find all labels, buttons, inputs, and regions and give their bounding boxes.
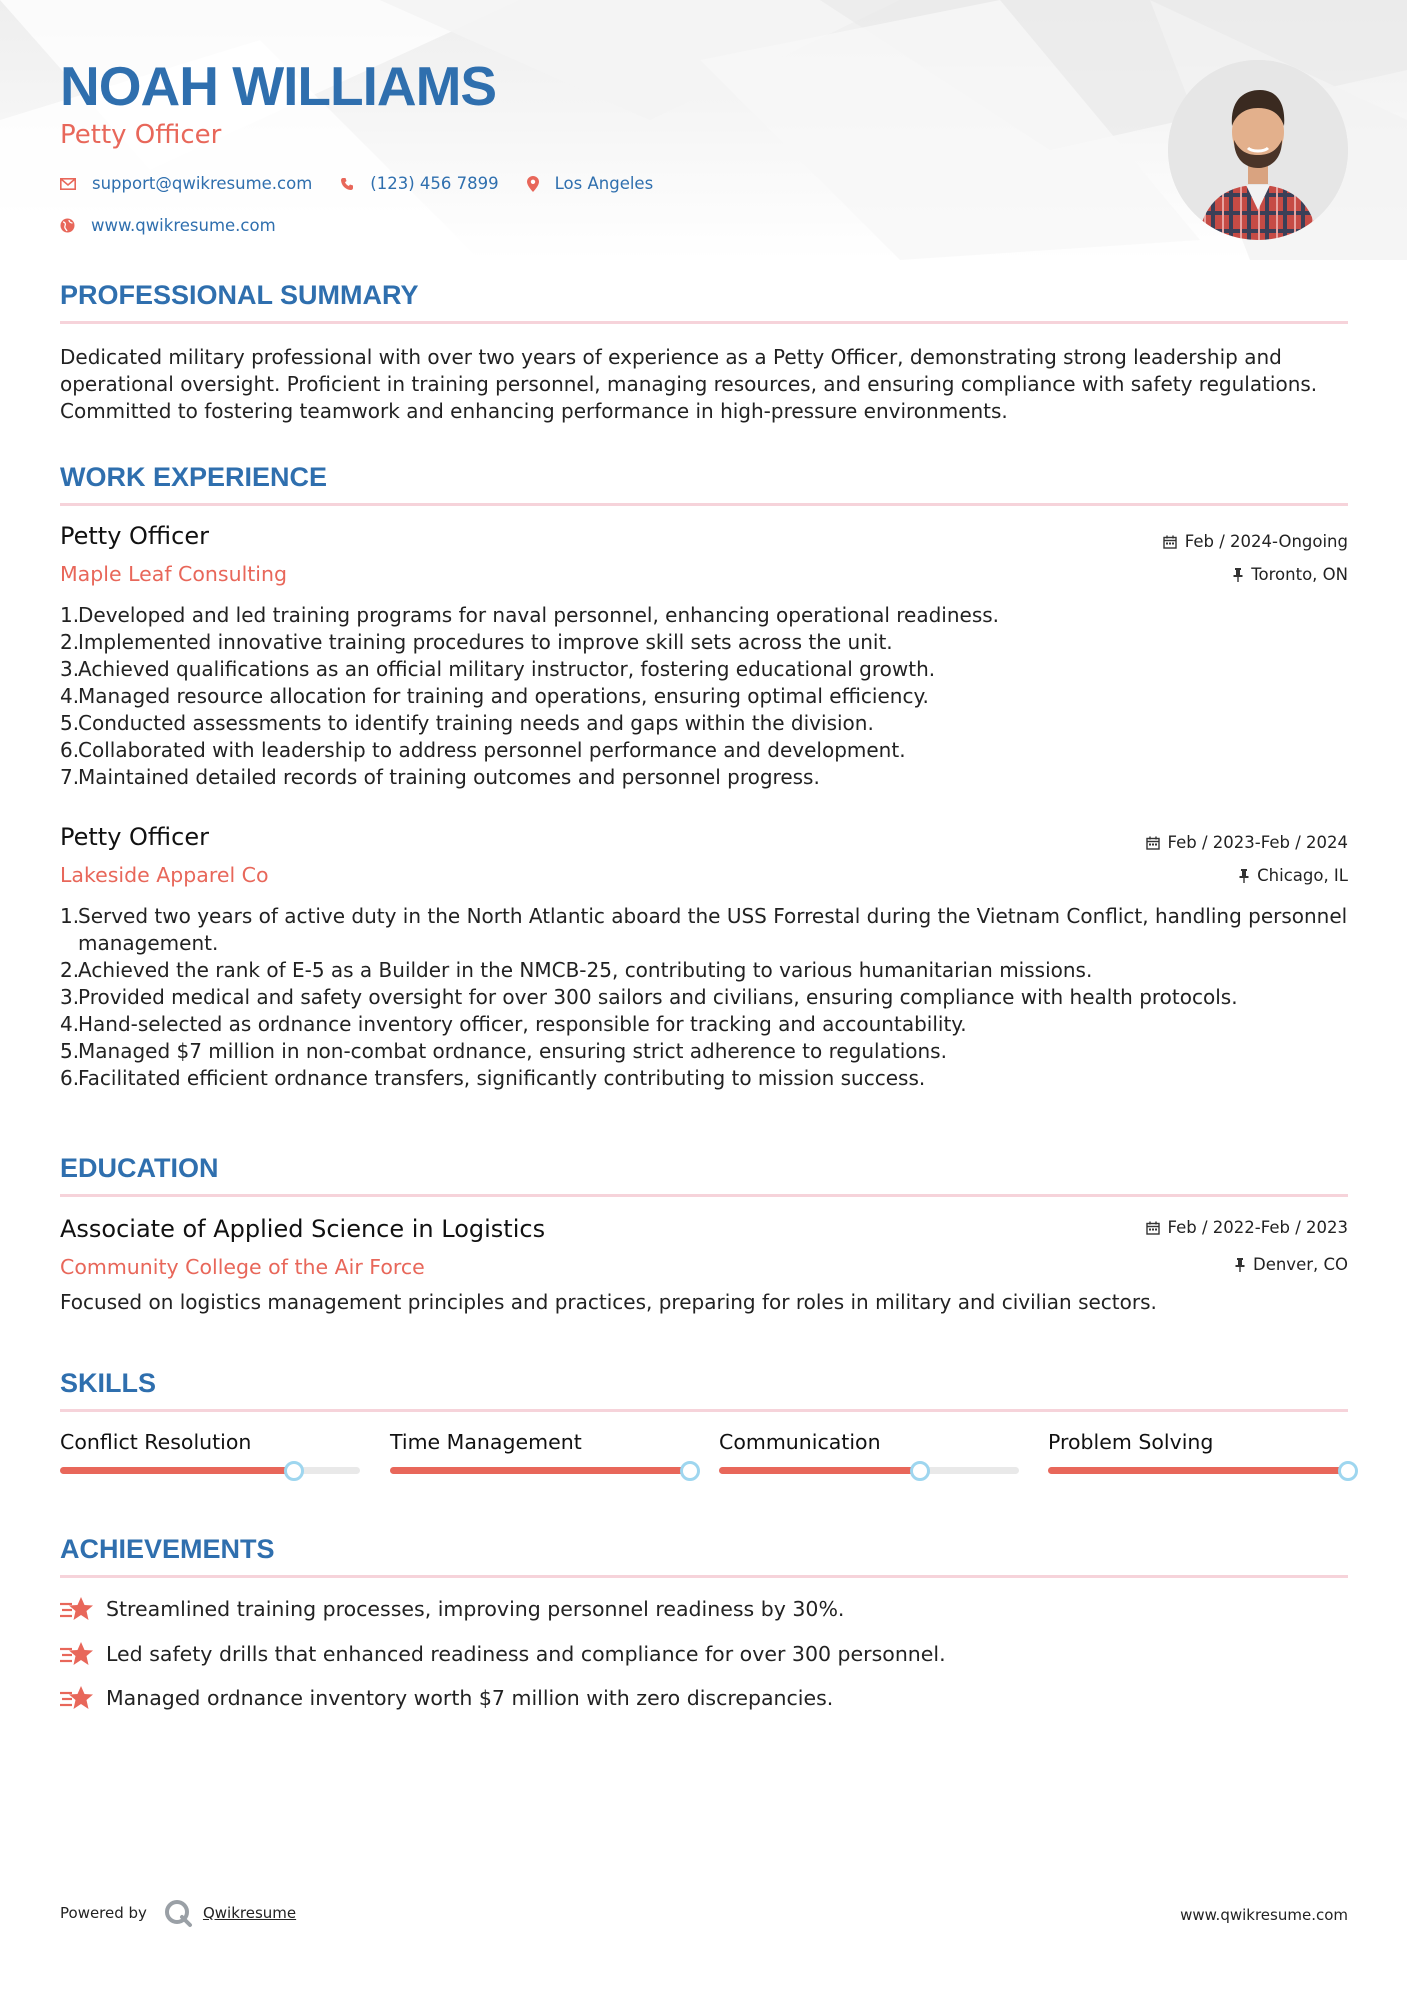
contact-email[interactable]: [60, 174, 312, 193]
list-item: 5. Managed $7 million in non-combat ordnance, ensuring strict adherence to regulations.: [60, 1039, 947, 1063]
shooting-star-icon: [60, 1685, 94, 1711]
summary-divider: [60, 321, 1348, 324]
job-title: Petty Officer: [60, 522, 209, 550]
school-name: Community College of the Air Force: [60, 1255, 425, 1279]
globe-icon: [60, 218, 75, 233]
experience-heading: WORK EXPERIENCE: [60, 462, 328, 492]
education-location-text: Denver, CO: [1252, 1255, 1348, 1274]
envelope-icon: [60, 178, 76, 190]
footer-powered-by: [60, 1898, 296, 1928]
job-dates-text: Feb / 2023-Feb / 2024: [1167, 833, 1348, 852]
job-dates: [1146, 833, 1348, 852]
job-company: Maple Leaf Consulting: [60, 562, 288, 586]
qwikresume-logo-icon: [163, 1898, 193, 1928]
calendar-icon: [1146, 1221, 1160, 1235]
achievement-item: [60, 1685, 833, 1711]
pin-icon: [1239, 869, 1249, 883]
achievements-heading: ACHIEVEMENTS: [60, 1534, 275, 1564]
list-item: 1. Served two years of active duty in the North Atlantic aboard the USS Forrestal during the Vietnam Conflict, handling personnel management.: [60, 904, 1348, 955]
skill-label: Communication: [719, 1430, 881, 1454]
achievement-item: [60, 1641, 946, 1667]
skill-item: [719, 1430, 1019, 1454]
list-item: 6. Facilitated efficient ordnance transfers, significantly contributing to mission success.: [60, 1066, 926, 1090]
skill-item: [390, 1430, 690, 1454]
education-divider: [60, 1194, 1348, 1197]
contact-location: [527, 174, 654, 193]
education-description: Focused on logistics management principles and practices, preparing for roles in military and civilian sectors.: [60, 1290, 1157, 1314]
shooting-star-icon: [60, 1641, 94, 1667]
job-location: [1239, 866, 1348, 885]
skill-item: [60, 1430, 360, 1454]
skill-item: [1048, 1430, 1348, 1454]
contact-website[interactable]: [60, 216, 276, 235]
education-dates: [1146, 1218, 1348, 1237]
job-location-text: Chicago, IL: [1257, 866, 1348, 885]
experience-divider: [60, 503, 1348, 506]
skill-label: Problem Solving: [1048, 1430, 1214, 1454]
skills-divider: [60, 1409, 1348, 1412]
location-text: Los Angeles: [554, 174, 654, 193]
list-item: 5. Conducted assessments to identify training needs and gaps within the division.: [60, 711, 874, 735]
job-location: [1233, 565, 1348, 584]
website-text: www.qwikresume.com: [91, 216, 276, 235]
job-dates-text: Feb / 2024-Ongoing: [1184, 532, 1348, 551]
achievement-text: Streamlined training processes, improving personnel readiness by 30%.: [106, 1597, 845, 1621]
list-item: 2. Achieved the rank of E-5 as a Builder in the NMCB-25, contributing to various humanitarian missions.: [60, 958, 1093, 982]
list-item: 3. Provided medical and safety oversight for over 300 sailors and civilians, ensuring compliance with health protocols.: [60, 985, 1238, 1009]
list-item: 7. Maintained detailed records of training outcomes and personnel progress.: [60, 765, 820, 789]
summary-text: Dedicated military professional with over two years of experience as a Petty Officer, demonstrating strong leadership and operational oversight. Proficient in training personnel, managing resources, and ensuring compliance with safety regulations. Committed to fostering teamwork and enhancing performance in high-pressure environments.: [60, 345, 1318, 423]
pin-icon: [1233, 568, 1243, 582]
skill-bar-fill: [719, 1467, 920, 1474]
skill-bar-knob: [1338, 1461, 1358, 1481]
job-bullets: [60, 602, 1348, 791]
contact-row-secondary: [60, 216, 304, 235]
skill-bar-fill: [60, 1467, 294, 1474]
map-pin-icon: [527, 176, 539, 192]
skill-bar: [1048, 1467, 1348, 1474]
skill-bar-knob: [910, 1461, 930, 1481]
list-item: 4. Hand-selected as ordnance inventory officer, responsible for tracking and accountability.: [60, 1012, 967, 1036]
job-company: Lakeside Apparel Co: [60, 863, 269, 887]
footer-website[interactable]: www.qwikresume.com: [1180, 1906, 1348, 1924]
list-item: 6. Collaborated with leadership to address personnel performance and development.: [60, 738, 906, 762]
candidate-role: Petty Officer: [60, 120, 222, 150]
skill-bar-knob: [284, 1461, 304, 1481]
contact-phone[interactable]: [340, 174, 498, 193]
skill-bar: [60, 1467, 360, 1474]
footer-brand-link[interactable]: Qwikresume: [202, 1904, 297, 1922]
contact-row-primary: [60, 174, 681, 193]
profile-photo: [1168, 60, 1348, 240]
calendar-icon: [1146, 836, 1160, 850]
list-item: 4. Managed resource allocation for training and operations, ensuring optimal efficiency.: [60, 684, 929, 708]
job-title: Petty Officer: [60, 823, 209, 851]
degree-title: Associate of Applied Science in Logistics: [60, 1215, 546, 1243]
skills-heading: SKILLS: [60, 1368, 157, 1398]
phone-text: (123) 456 7899: [370, 174, 499, 193]
job-bullets: [60, 903, 1348, 1092]
phone-icon: [340, 177, 354, 191]
skill-label: Time Management: [390, 1430, 582, 1454]
skill-bar-knob: [680, 1461, 700, 1481]
job-location-text: Toronto, ON: [1251, 565, 1348, 584]
list-item: 1. Developed and led training programs for naval personnel, enhancing operational readiness.: [60, 603, 1000, 627]
job-dates: [1163, 532, 1348, 551]
email-text: support@qwikresume.com: [92, 174, 313, 193]
skill-bar: [390, 1467, 690, 1474]
education-dates-text: Feb / 2022-Feb / 2023: [1167, 1218, 1348, 1237]
list-item: 3. Achieved qualifications as an official military instructor, fostering educational growth.: [60, 657, 936, 681]
pin-icon: [1235, 1258, 1245, 1272]
list-item: 2. Implemented innovative training procedures to improve skill sets across the unit.: [60, 630, 893, 654]
candidate-name: NOAH WILLIAMS: [60, 55, 497, 117]
achievements-divider: [60, 1575, 1348, 1578]
skill-bar-fill: [390, 1467, 690, 1474]
education-location: [1235, 1255, 1348, 1274]
powered-by-label: Powered by: [60, 1904, 147, 1922]
achievement-text: Managed ordnance inventory worth $7 million with zero discrepancies.: [106, 1686, 834, 1710]
calendar-icon: [1163, 535, 1177, 549]
skill-bar: [719, 1467, 1019, 1474]
summary-heading: PROFESSIONAL SUMMARY: [60, 280, 419, 310]
education-heading: EDUCATION: [60, 1153, 219, 1183]
shooting-star-icon: [60, 1596, 94, 1622]
skill-bar-fill: [1048, 1467, 1348, 1474]
achievement-text: Led safety drills that enhanced readiness and compliance for over 300 personnel.: [106, 1642, 946, 1666]
skill-label: Conflict Resolution: [60, 1430, 252, 1454]
achievement-item: [60, 1596, 844, 1622]
